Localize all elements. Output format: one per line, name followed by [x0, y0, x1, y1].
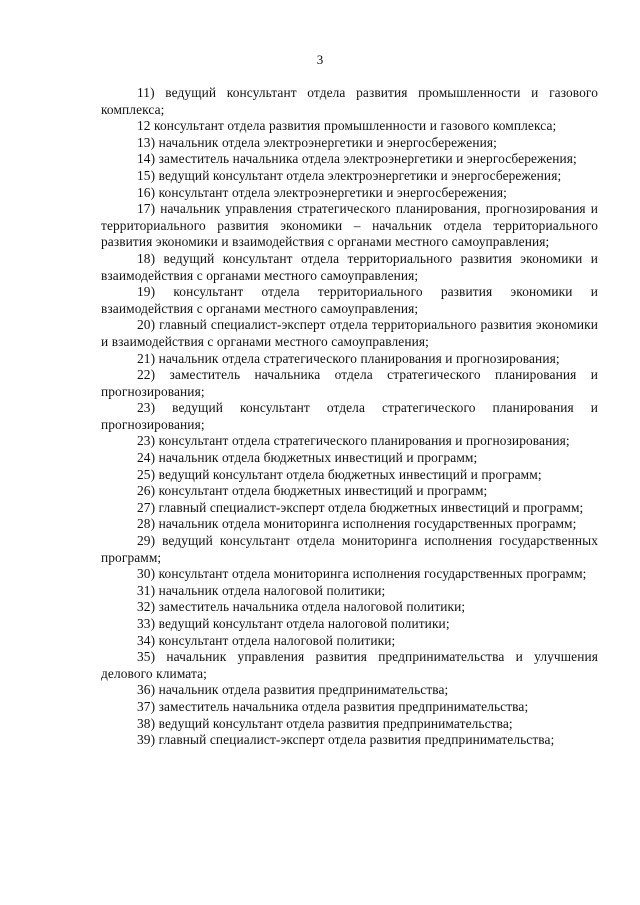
list-item: 34) консультант отдела налоговой политики; — [137, 632, 396, 648]
list-item: 39) главный специалист-эксперт отдела развития предпринимательства; — [137, 732, 555, 748]
list-item: 33) ведущий консультант отдела налоговой политики; — [137, 616, 450, 631]
list-item: 31) начальник отдела налоговой политики; — [137, 582, 386, 598]
list-item: 16) консультант отдела электроэнергетики и энергосбережения; — [137, 184, 507, 200]
page-number: 3 — [316, 52, 324, 67]
list-item: 35) начальник управления развития предпринимательства и улучшения делового климата; — [101, 649, 598, 681]
list-item: 23) консультант отдела стратегического планирования и прогнозирования; — [137, 433, 570, 449]
list-item: 37) заместитель начальника отдела развития предпринимательства; — [137, 698, 529, 714]
list-item: 28) начальник отдела мониторинга исполнения государственных программ; — [137, 516, 577, 532]
list-item: 38) ведущий консультант отдела развития предпринимательства; — [137, 715, 513, 731]
list-item: 24) начальник отдела бюджетных инвестиций и программ; — [137, 450, 478, 466]
list-item: 15) ведущий консультант отдела электроэнергетики и энергосбережения; — [137, 167, 562, 183]
list-item: 13) начальник отдела электроэнергетики и энергосбережения; — [137, 134, 497, 150]
list-item: 19) консультант отдела территориального развития экономики и взаимодействия с органами местного самоуправления; — [101, 284, 598, 316]
list-item: 26) консультант отдела бюджетных инвестиций и программ; — [137, 483, 488, 499]
list-item: 17) начальник управления стратегического планирования, прогнозирования и территориального развития экономики – начальник отдела территориального развития экономики и взаимодействия с органами местного самоуправления; — [101, 201, 598, 250]
list-item: 29) ведущий консультант отдела мониторинга исполнения государственных программ; — [101, 533, 598, 565]
list-item: 27) главный специалист-эксперт отдела бюджетных инвестиций и программ; — [137, 499, 584, 515]
list-item: 18) ведущий консультант отдела территориального развития экономики и взаимодействия с органами местного самоуправления; — [101, 250, 598, 283]
position-list — [101, 85, 598, 749]
list-item: 22) заместитель начальника отдела стратегического планирования и прогнозирования; — [101, 367, 598, 399]
list-item: 12 консультант отдела развития промышленности и газового комплекса; — [137, 118, 557, 134]
list-item: 14) заместитель начальника отдела электроэнергетики и энергосбережения; — [137, 151, 577, 167]
list-item: 32) заместитель начальника отдела налоговой политики; — [137, 599, 466, 615]
list-item: 21) начальник отдела стратегического планирования и прогнозирования; — [137, 350, 560, 366]
list-item: 25) ведущий консультант отдела бюджетных инвестиций и программ; — [137, 466, 542, 482]
list-item: 30) консультант отдела мониторинга исполнения государственных программ; — [137, 566, 587, 582]
list-item: 23) ведущий консультант отдела стратегического планирования и прогнозирования; — [101, 400, 598, 432]
list-item: 36) начальник отдела развития предпринимательства; — [137, 682, 449, 698]
list-item: 20) главный специалист-эксперт отдела территориального развития экономики и взаимодействия с органами местного самоуправления; — [101, 317, 598, 349]
list-item: 11) ведущий консультант отдела развития промышленности и газового комплекса; — [101, 85, 598, 117]
